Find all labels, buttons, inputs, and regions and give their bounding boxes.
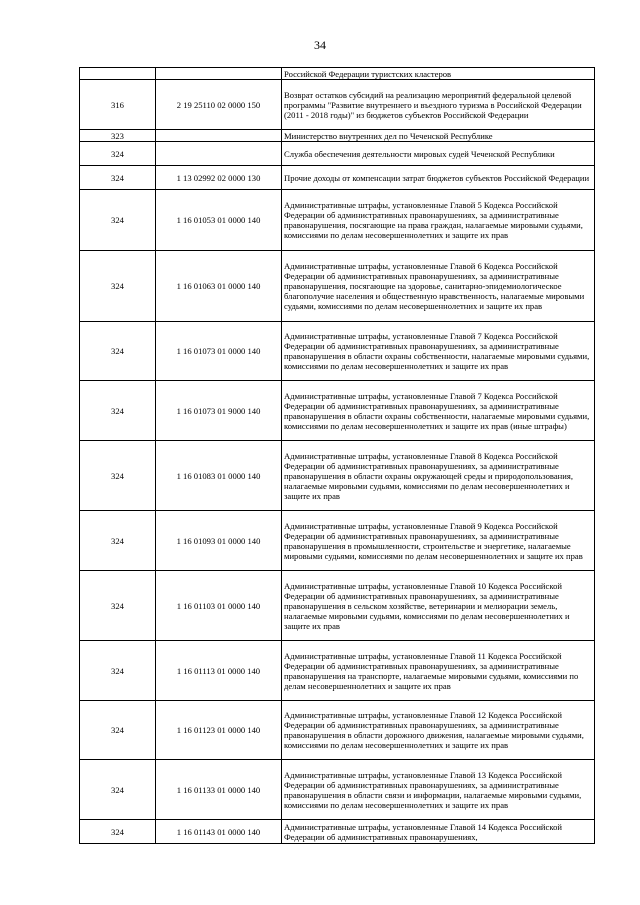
budget-code-cell — [156, 130, 282, 142]
admin-code-cell: 324 — [80, 820, 156, 844]
revenue-name-cell: Административные штрафы, установленные Главой 8 Кодекса Российской Федерации об административных правонарушениях, за административные правонарушения в области охраны окружающей среды и природопользования, налагаемые мировыми судьями, комиссиями по делам несовершеннолетних и защите их прав — [282, 441, 595, 511]
table-row — [80, 166, 595, 190]
admin-code-cell: 316 — [80, 80, 156, 130]
budget-code-cell: 1 16 01113 01 0000 140 — [156, 641, 282, 701]
admin-code-cell: 324 — [80, 571, 156, 641]
budget-code-cell: 1 13 02992 02 0000 130 — [156, 166, 282, 190]
table-row — [80, 381, 595, 441]
admin-code-cell — [80, 68, 156, 80]
revenue-name-cell: Возврат остатков субсидий на реализацию мероприятий федеральной целевой программы "Развитие внутреннего и въездного туризма в Российской Федерации (2011 - 2018 годы)" из бюджетов субъектов Российской Федерации — [282, 80, 595, 130]
revenue-name-cell: Административные штрафы, установленные Главой 6 Кодекса Российской Федерации об административных правонарушениях, за административные правонарушения, посягающие на здоровье, санитарно-эпидемиологическое благополучие населения и общественную нравственность, налагаемые мировыми судьями, комиссиями по делам несовершеннолетних и защите их прав — [282, 251, 595, 322]
table-row — [80, 142, 595, 166]
revenue-name-cell: Административные штрафы, установленные Главой 10 Кодекса Российской Федерации об административных правонарушениях, за административные правонарушения в сельском хозяйстве, ветеринарии и мелиорации земель, налагаемые мировыми судьями, комиссиями по делам несовершеннолетних и защите их прав — [282, 571, 595, 641]
revenue-name-cell: Прочие доходы от компенсации затрат бюджетов субъектов Российской Федерации — [282, 166, 595, 190]
revenue-name-cell: Административные штрафы, установленные Главой 14 Кодекса Российской Федерации об административных правонарушениях, — [282, 820, 595, 844]
revenue-name-cell: Административные штрафы, установленные Главой 13 Кодекса Российской Федерации об административных правонарушениях, за административные правонарушения в области связи и информации, налагаемые мировыми судьями, комиссиями по делам несовершеннолетних и защите их прав — [282, 760, 595, 820]
budget-code-cell: 2 19 25110 02 0000 150 — [156, 80, 282, 130]
revenue-name-cell: Служба обеспечения деятельности мировых судей Чеченской Республики — [282, 142, 595, 166]
admin-code-cell: 324 — [80, 441, 156, 511]
table-row — [80, 571, 595, 641]
table-row — [80, 251, 595, 322]
admin-code-cell: 324 — [80, 142, 156, 166]
admin-code-cell: 324 — [80, 701, 156, 760]
table-row — [80, 511, 595, 571]
table-row — [80, 190, 595, 251]
admin-code-cell: 324 — [80, 381, 156, 441]
admin-code-cell: 324 — [80, 760, 156, 820]
revenue-name-cell: Административные штрафы, установленные Главой 5 Кодекса Российской Федерации об административных правонарушениях, за административные правонарушения, посягающие на права граждан, налагаемые мировыми судьями, комиссиями по делам несовершеннолетних и защите их прав — [282, 190, 595, 251]
table-row — [80, 441, 595, 511]
revenue-name-cell: Административные штрафы, установленные Главой 7 Кодекса Российской Федерации об административных правонарушениях, за административные правонарушения в области охраны собственности, налагаемые мировыми судьями, комиссиями по делам несовершеннолетних и защите их прав (иные штрафы) — [282, 381, 595, 441]
revenue-name-cell: Административные штрафы, установленные Главой 12 Кодекса Российской Федерации об административных правонарушениях, за административные правонарушения в области дорожного движения, налагаемые мировыми судьями, комиссиями по делам несовершеннолетних и защите их прав — [282, 701, 595, 760]
budget-code-cell: 1 16 01083 01 0000 140 — [156, 441, 282, 511]
table-row — [80, 760, 595, 820]
budget-code-cell: 1 16 01053 01 0000 140 — [156, 190, 282, 251]
revenue-name-cell: Административные штрафы, установленные Главой 9 Кодекса Российской Федерации об административных правонарушениях, за административные правонарушения в промышленности, строительстве и энергетике, налагаемые мировыми судьями, комиссиями по делам несовершеннолетних и защите их прав — [282, 511, 595, 571]
budget-code-cell — [156, 142, 282, 166]
budget-code-cell: 1 16 01073 01 0000 140 — [156, 322, 282, 381]
table-row — [80, 701, 595, 760]
table-row — [80, 68, 595, 80]
budget-code-cell — [156, 68, 282, 80]
table-row — [80, 820, 595, 844]
revenue-name-cell: Министерство внутренних дел по Чеченской Республике — [282, 130, 595, 142]
budget-code-cell: 1 16 01133 01 0000 140 — [156, 760, 282, 820]
revenue-codes-table — [79, 67, 595, 844]
budget-code-cell: 1 16 01103 01 0000 140 — [156, 571, 282, 641]
table-row — [80, 130, 595, 142]
admin-code-cell: 324 — [80, 251, 156, 322]
page-number: 34 — [314, 38, 326, 52]
revenue-name-cell: Административные штрафы, установленные Главой 7 Кодекса Российской Федерации об административных правонарушениях, за административные правонарушения в области охраны собственности, налагаемые мировыми судьями, комиссиями по делам несовершеннолетних и защите их прав — [282, 322, 595, 381]
budget-code-cell: 1 16 01093 01 0000 140 — [156, 511, 282, 571]
admin-code-cell: 324 — [80, 190, 156, 251]
budget-code-cell: 1 16 01063 01 0000 140 — [156, 251, 282, 322]
admin-code-cell: 324 — [80, 641, 156, 701]
budget-code-cell: 1 16 01073 01 9000 140 — [156, 381, 282, 441]
admin-code-cell: 323 — [80, 130, 156, 142]
budget-code-cell: 1 16 01143 01 0000 140 — [156, 820, 282, 844]
budget-code-cell: 1 16 01123 01 0000 140 — [156, 701, 282, 760]
admin-code-cell: 324 — [80, 511, 156, 571]
table-row — [80, 322, 595, 381]
admin-code-cell: 324 — [80, 322, 156, 381]
admin-code-cell: 324 — [80, 166, 156, 190]
table-row — [80, 80, 595, 130]
revenue-name-cell: Административные штрафы, установленные Главой 11 Кодекса Российской Федерации об административных правонарушениях, за административные правонарушения на транспорте, налагаемые мировыми судьями, комиссиями по делам несовершеннолетних и защите их прав — [282, 641, 595, 701]
revenue-name-cell: Российской Федерации туристских кластеров — [282, 68, 595, 80]
table-row — [80, 641, 595, 701]
